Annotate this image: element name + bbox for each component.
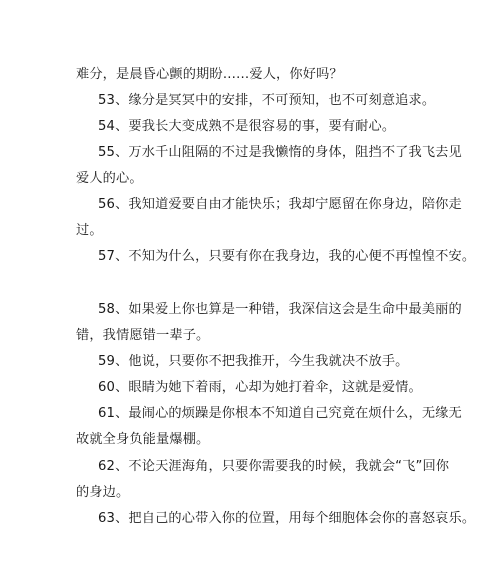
text-line-54: 54、要我长大变成熟不是很容易的事，要有耐心。 [98, 119, 396, 134]
text-line-55: 55、万水千山阻隔的不过是我懒惰的身体，阻挡不了我飞去见 [98, 145, 462, 160]
text-line-58: 58、如果爱上你也算是一种错，我深信这会是生命中最美丽的 [98, 302, 462, 317]
text-line-55-cont: 爱人的心。 [76, 171, 143, 186]
text-line-59: 59、他说，只要你不把我推开，今生我就决不放手。 [98, 354, 409, 369]
text-line-63: 63、把自己的心带入你的位置，用每个细胞体会你的喜怒哀乐。 [98, 511, 476, 526]
text-line-62: 62、不论天涯海角，只要你需要我的时候，我就会“飞”回你 [98, 459, 450, 474]
text-line-61: 61、最闹心的烦躁是你根本不知道自己究竟在烦什么，无缘无 [98, 406, 462, 421]
text-line-60: 60、眼睛为她下着雨，心却为她打着伞，这就是爱情。 [98, 380, 422, 395]
text-line-continuation-52: 难分，是晨昏心颤的期盼……爱人，你好吗？ [76, 67, 343, 82]
text-line-56-cont: 过。 [76, 223, 103, 238]
text-line-56: 56、我知道爱要自由才能快乐；我却宁愿留在你身边，陪你走 [98, 197, 462, 212]
text-line-58-cont: 错，我情愿错一辈子。 [76, 328, 210, 343]
text-line-57: 57、不知为什么，只要有你在我身边，我的心便不再惶惶不安。 [98, 249, 476, 264]
text-line-61-cont: 故就全身负能量爆棚。 [76, 432, 210, 447]
text-line-53: 53、缘分是冥冥中的安排，不可预知，也不可刻意追求。 [98, 93, 436, 108]
text-line-62-cont: 的身边。 [76, 485, 130, 500]
